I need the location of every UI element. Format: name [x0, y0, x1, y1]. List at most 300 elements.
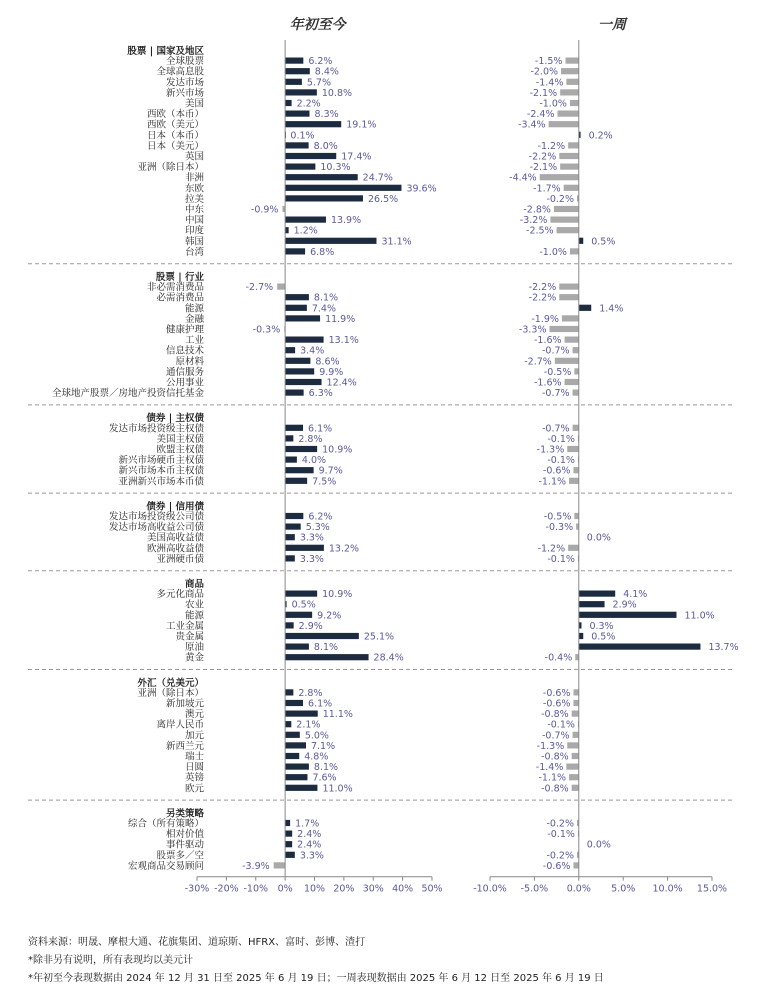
week-value-label: 2.9% — [612, 599, 637, 611]
ytd-value-label: 8.0% — [313, 140, 338, 152]
ytd-value-label: -3.9% — [242, 860, 270, 872]
week-bar — [573, 689, 578, 695]
ytd-bar — [285, 238, 376, 244]
ytd-value-label: 8.1% — [313, 292, 339, 304]
ytd-bar — [285, 435, 293, 441]
ytd-value-label: 3.4% — [300, 345, 325, 357]
ytd-value-label: 7.5% — [312, 476, 337, 488]
week-value-label: -2.1% — [529, 87, 558, 99]
week-value-label: -0.1% — [547, 719, 575, 731]
ytd-value-label: 13.9% — [330, 215, 362, 227]
x-tick-label: 50% — [421, 883, 443, 895]
row-label: 日本（美元） — [146, 140, 204, 152]
ytd-bar — [285, 68, 310, 74]
week-bar — [565, 58, 578, 64]
ytd-bar — [285, 446, 317, 452]
week-value-label: -1.0% — [539, 246, 567, 258]
ytd-bar — [285, 545, 324, 551]
ytd-value-label: 11.1% — [322, 709, 353, 721]
ytd-value-label: 6.1% — [308, 423, 333, 435]
week-value-label: -2.2% — [528, 282, 557, 294]
ytd-value-label: 1.7% — [295, 818, 320, 830]
row-label: 非洲 — [184, 172, 204, 184]
group-title: 股票 | 国家及地区 — [127, 46, 204, 57]
ytd-bar — [285, 305, 307, 311]
row-label: 金融 — [184, 313, 204, 325]
week-bar — [559, 284, 579, 290]
ytd-value-label: 8.3% — [314, 109, 339, 121]
ytd-value-label: 3.3% — [299, 532, 324, 544]
ytd-bar — [285, 227, 289, 233]
ytd-value-label: 2.8% — [298, 433, 323, 445]
group-title: 商品 — [184, 579, 204, 590]
row-label: 加元 — [184, 730, 204, 742]
week-value-label: -1.3% — [536, 444, 565, 456]
row-label: 美国高收益债 — [146, 532, 204, 544]
ytd-value-label: 13.2% — [328, 543, 360, 555]
ytd-bar — [285, 841, 292, 847]
ytd-bar — [285, 164, 315, 170]
week-bar — [579, 305, 591, 311]
week-bar — [575, 654, 579, 660]
row-label: 西欧（本币） — [146, 109, 204, 121]
week-bar — [564, 185, 579, 191]
ytd-value-label: 9.9% — [319, 366, 344, 378]
ytd-bar — [285, 79, 302, 85]
ytd-bar — [274, 862, 285, 868]
ytd-value-label: 7.6% — [312, 772, 337, 784]
week-value-label: -0.1% — [547, 455, 575, 467]
ytd-bar — [285, 774, 307, 780]
ytd-value-label: 4.8% — [304, 751, 329, 763]
week-bar — [568, 142, 579, 148]
row-label: 美国 — [184, 98, 204, 110]
row-label: 发达市场投资级主权债 — [108, 423, 204, 435]
ytd-value-label: 3.3% — [299, 553, 324, 565]
week-value-label: -1.1% — [538, 772, 567, 784]
ytd-value-label: 8.1% — [313, 642, 339, 654]
row-label: 能源 — [184, 610, 204, 622]
week-value-label: 0.0% — [586, 532, 611, 544]
week-bar — [554, 206, 579, 212]
ytd-bar — [285, 721, 291, 727]
week-bar — [562, 315, 579, 321]
ytd-bar — [285, 142, 309, 148]
ytd-value-label: 2.1% — [296, 719, 321, 731]
week-value-label: 1.4% — [599, 303, 624, 315]
week-bar — [569, 478, 579, 484]
ytd-bar — [285, 100, 291, 106]
week-value-label: -1.7% — [533, 183, 561, 195]
week-value-label: -0.3% — [545, 522, 574, 534]
ytd-value-label: 6.2% — [308, 511, 333, 523]
ytd-bar — [285, 195, 363, 201]
ytd-value-label: 11.0% — [322, 783, 353, 795]
week-value-label: -2.4% — [526, 109, 555, 121]
row-label: 原材料 — [175, 356, 204, 368]
week-value-label: -0.4% — [544, 652, 573, 664]
ytd-value-label: 28.4% — [373, 652, 404, 664]
ytd-bar — [285, 852, 295, 858]
ytd-value-label: 25.1% — [363, 631, 395, 643]
week-bar — [560, 164, 579, 170]
x-tick-label: 0.0% — [566, 883, 591, 895]
row-label: 印度 — [184, 225, 204, 237]
ytd-bar — [285, 89, 317, 95]
group-title: 债券 | 信用债 — [146, 501, 204, 513]
ytd-value-label: 24.7% — [362, 172, 393, 184]
row-label: 日本（本币） — [146, 130, 204, 142]
week-bar — [561, 68, 579, 74]
week-value-label: -1.2% — [537, 543, 566, 555]
week-bar — [579, 591, 615, 597]
ytd-value-label: 11.9% — [325, 313, 356, 325]
ytd-bar — [285, 111, 309, 117]
row-label: 通信服务 — [165, 366, 204, 378]
ytd-value-label: 39.6% — [406, 183, 437, 195]
row-label: 瑞士 — [184, 751, 204, 763]
ytd-bar — [285, 785, 317, 791]
row-label: 韩国 — [184, 236, 204, 248]
week-value-label: -0.7% — [542, 730, 570, 742]
week-value-label: -2.2% — [528, 151, 557, 163]
week-value-label: 0.5% — [591, 631, 616, 643]
week-bar — [566, 764, 578, 770]
week-value-label: -0.8% — [541, 751, 569, 763]
ytd-bar — [285, 622, 294, 628]
ytd-bar — [285, 368, 314, 374]
ytd-value-label: 2.4% — [297, 829, 322, 841]
ytd-bar — [285, 217, 326, 223]
week-value-label: 11.0% — [684, 610, 715, 622]
ytd-value-label: 8.1% — [313, 762, 339, 774]
row-label: 台湾 — [184, 246, 204, 258]
week-value-label: -2.8% — [523, 204, 551, 216]
row-label: 欧盟主权债 — [156, 444, 204, 456]
week-value-label: -1.3% — [536, 740, 565, 752]
ytd-value-label: 0.5% — [291, 599, 316, 611]
row-label: 新兴市场本币主权债 — [118, 465, 204, 477]
ytd-value-label: 8.4% — [314, 66, 339, 78]
week-bar — [573, 425, 579, 431]
week-bar — [560, 89, 579, 95]
ytd-value-label: 17.4% — [341, 151, 372, 163]
ytd-value-label: 19.1% — [346, 119, 377, 131]
row-label: 黄金 — [184, 652, 204, 664]
row-label: 新兴市场 — [165, 87, 204, 99]
week-bar — [573, 862, 578, 868]
week-bar — [568, 545, 579, 551]
week-value-label: 0.3% — [589, 620, 614, 632]
footnote-period: *年初至今表现数据由 2024 年 12 月 31 日至 2025 年 6 月 19 日；一周表现数据由 2025 年 6 月 12 日至 2025 年 6 月 19 日 — [28, 973, 604, 984]
week-value-label: -0.6% — [542, 687, 571, 699]
row-label: 发达市场 — [165, 77, 204, 89]
x-tick-label: 0% — [277, 883, 293, 895]
ytd-value-label: 6.2% — [308, 56, 333, 68]
week-value-label: 0.5% — [591, 236, 616, 248]
row-label: 全球高息股 — [156, 66, 204, 78]
ytd-value-label: 2.8% — [298, 687, 323, 699]
row-label: 贵金属 — [175, 631, 204, 643]
row-label: 公用事业 — [165, 377, 204, 389]
panel-title-week: 一周 — [598, 17, 626, 33]
ytd-value-label: 31.1% — [381, 236, 412, 248]
week-value-label: -0.1% — [547, 553, 575, 565]
row-label: 健康护理 — [165, 324, 204, 336]
ytd-bar — [285, 534, 295, 540]
week-bar — [566, 79, 578, 85]
week-bar — [567, 742, 579, 748]
week-bar — [565, 379, 579, 385]
row-label: 亚洲（除日本） — [137, 162, 204, 174]
ytd-bar — [285, 753, 299, 759]
row-label: 宏观商品交易顾问 — [127, 860, 204, 872]
ytd-value-label: 5.3% — [305, 522, 330, 534]
group-title: 另类策略 — [165, 808, 204, 820]
footnote-source: 资料来源：明晟、摩根大通、花旗集团、道琼斯、HFRX、富时、彭博、渣打 — [28, 937, 366, 948]
ytd-bar — [285, 294, 309, 300]
group-title: 债券 | 主权债 — [146, 413, 204, 425]
ytd-bar — [285, 700, 303, 706]
ytd-value-label: 10.9% — [322, 589, 353, 601]
week-bar — [570, 100, 579, 106]
ytd-value-label: 5.0% — [304, 730, 329, 742]
week-value-label: -1.4% — [535, 762, 564, 774]
week-bar — [579, 633, 583, 639]
row-label: 发达市场高收益公司债 — [108, 522, 204, 534]
week-bar — [540, 174, 579, 180]
x-tick-label: 30% — [362, 883, 384, 895]
ytd-bar — [285, 764, 309, 770]
ytd-value-label: 2.4% — [297, 839, 322, 851]
week-value-label: -3.3% — [518, 324, 547, 336]
ytd-bar — [285, 174, 358, 180]
x-tick-label: 10.0% — [652, 883, 683, 895]
row-label: 全球股票 — [165, 56, 204, 68]
week-bar — [573, 347, 579, 353]
ytd-value-label: 7.4% — [311, 303, 337, 315]
ytd-bar — [285, 524, 301, 530]
group-title: 外汇（兑美元） — [137, 677, 204, 689]
week-bar — [572, 785, 579, 791]
week-bar — [573, 700, 578, 706]
week-value-label: -0.7% — [542, 388, 570, 400]
ytd-bar — [285, 58, 303, 64]
row-label: 信息技术 — [165, 345, 204, 357]
row-label: 必需消费品 — [156, 292, 204, 304]
row-label: 亚洲（除日本） — [137, 687, 204, 699]
row-label: 英镑 — [184, 772, 204, 784]
week-value-label: -2.5% — [526, 225, 554, 237]
ytd-bar — [285, 820, 290, 826]
row-label: 新兴市场硬币主权债 — [118, 455, 204, 467]
ytd-bar — [285, 379, 321, 385]
ytd-bar — [277, 284, 285, 290]
row-label: 能源 — [184, 303, 204, 315]
ytd-value-label: 10.8% — [321, 87, 353, 99]
x-tick-label: 10% — [303, 883, 326, 895]
week-value-label: -0.1% — [547, 433, 575, 445]
x-tick-label: 15.0% — [696, 883, 728, 895]
week-value-label: -2.2% — [528, 292, 557, 304]
row-label: 欧元 — [184, 783, 204, 795]
week-value-label: -0.5% — [543, 511, 572, 523]
row-label: 东欧 — [184, 183, 204, 195]
ytd-bar — [285, 513, 303, 519]
week-value-label: 13.7% — [708, 642, 739, 654]
row-label: 西欧（美元） — [146, 119, 204, 131]
week-value-label: -3.2% — [519, 215, 548, 227]
ytd-value-label: 5.7% — [306, 77, 332, 89]
ytd-value-label: -0.3% — [252, 324, 281, 336]
week-value-label: -0.1% — [547, 829, 575, 841]
week-value-label: -1.4% — [535, 77, 564, 89]
week-value-label: -0.8% — [541, 709, 569, 721]
ytd-bar — [285, 732, 300, 738]
ytd-bar — [285, 121, 341, 127]
week-value-label: 4.1% — [623, 589, 648, 601]
x-tick-label: -10% — [243, 883, 269, 895]
row-label: 原油 — [184, 642, 204, 654]
week-value-label: -1.1% — [538, 476, 567, 488]
row-label: 发达市场投资级公司债 — [108, 511, 204, 523]
ytd-bar — [285, 248, 305, 254]
row-label: 中东 — [184, 204, 204, 216]
week-bar — [572, 711, 579, 717]
week-bar — [569, 774, 579, 780]
week-value-label: -0.5% — [543, 366, 572, 378]
ytd-value-label: 7.1% — [310, 740, 336, 752]
week-bar — [570, 248, 579, 254]
week-value-label: -1.6% — [534, 377, 562, 389]
ytd-value-label: 9.7% — [318, 465, 343, 477]
x-tick-label: -20% — [214, 883, 239, 895]
week-value-label: -1.5% — [534, 56, 563, 68]
week-bar — [557, 111, 578, 117]
week-bar — [573, 467, 578, 473]
ytd-value-label: -0.9% — [250, 204, 279, 216]
ytd-value-label: 0.1% — [290, 130, 315, 142]
row-label: 股票多／空 — [156, 850, 204, 862]
ytd-bar — [285, 358, 310, 364]
week-bar — [567, 446, 579, 452]
row-label: 全球地产股票／房地产投资信托基金 — [51, 388, 204, 400]
x-tick-label: 5.0% — [611, 883, 636, 895]
row-label: 新西兰元 — [165, 740, 204, 752]
week-bar — [555, 358, 579, 364]
ytd-bar — [285, 831, 292, 837]
ytd-value-label: 6.8% — [310, 246, 335, 258]
row-label: 综合（所有策略） — [127, 818, 204, 830]
row-label: 工业 — [184, 335, 204, 347]
week-value-label: -2.1% — [529, 162, 558, 174]
week-value-label: -0.2% — [546, 193, 575, 205]
week-value-label: -0.6% — [542, 465, 571, 477]
week-bar — [549, 121, 579, 127]
week-value-label: -0.7% — [542, 345, 570, 357]
week-bar — [579, 612, 677, 618]
row-label: 非必需消费品 — [146, 282, 204, 294]
ytd-bar — [285, 337, 323, 343]
row-label: 拉美 — [184, 193, 204, 205]
ytd-bar — [285, 478, 307, 484]
ytd-value-label: 13.1% — [328, 335, 359, 347]
ytd-value-label: 1.2% — [293, 225, 318, 237]
week-value-label: -1.6% — [534, 335, 562, 347]
row-label: 离岸人民币 — [156, 719, 204, 731]
ytd-value-label: 10.9% — [322, 444, 353, 456]
row-label: 澳元 — [184, 709, 204, 721]
week-bar — [549, 326, 578, 332]
ytd-value-label: 6.1% — [308, 698, 333, 710]
ytd-value-label: 4.0% — [301, 455, 327, 467]
ytd-value-label: -2.7% — [245, 282, 274, 294]
ytd-bar — [285, 153, 336, 159]
week-bar — [559, 294, 579, 300]
row-label: 英国 — [184, 151, 204, 163]
week-value-label: -3.4% — [518, 119, 546, 131]
week-bar — [579, 238, 583, 244]
row-label: 美国主权债 — [156, 433, 204, 445]
week-value-label: -0.2% — [546, 850, 575, 862]
ytd-bar — [285, 185, 401, 191]
week-value-label: -0.6% — [542, 860, 571, 872]
week-value-label: 0.2% — [588, 130, 613, 142]
week-bar — [557, 227, 579, 233]
ytd-bar — [285, 425, 303, 431]
row-label: 多元化商品 — [156, 589, 204, 601]
ytd-bar — [285, 457, 297, 463]
row-label: 亚洲新兴市场本币债 — [118, 476, 204, 488]
panel-title-ytd: 年初至今 — [289, 17, 346, 33]
week-value-label: 0.0% — [586, 839, 611, 851]
group-title: 股票 | 行业 — [155, 272, 204, 283]
x-tick-label: 20% — [333, 883, 355, 895]
ytd-value-label: 8.6% — [315, 356, 340, 368]
week-value-label: -1.2% — [537, 140, 566, 152]
week-value-label: -0.8% — [541, 783, 569, 795]
row-label: 农业 — [184, 599, 204, 611]
row-label: 相对价值 — [165, 829, 204, 841]
ytd-bar — [285, 315, 320, 321]
week-value-label: -0.6% — [542, 698, 571, 710]
week-bar — [573, 390, 579, 396]
ytd-bar — [285, 467, 313, 473]
x-tick-label: 40% — [392, 883, 414, 895]
footnote-currency: *除非另有说明，所有表现均以美元计 — [28, 955, 193, 966]
week-value-label: -0.2% — [546, 818, 575, 830]
ytd-value-label: 6.3% — [308, 388, 333, 400]
week-bar — [572, 753, 579, 759]
x-tick-label: -10.0% — [473, 883, 507, 895]
ytd-value-label: 26.5% — [367, 193, 399, 205]
week-bar — [559, 153, 579, 159]
ytd-bar — [285, 644, 309, 650]
week-value-label: -0.7% — [542, 423, 570, 435]
ytd-bar — [285, 689, 293, 695]
ytd-bar — [285, 633, 359, 639]
ytd-value-label: 12.4% — [326, 377, 357, 389]
ytd-bar — [285, 591, 317, 597]
row-label: 中国 — [184, 215, 204, 227]
week-value-label: -1.9% — [531, 313, 559, 325]
week-bar — [574, 368, 578, 374]
row-label: 日圆 — [184, 762, 204, 774]
row-label: 工业金属 — [165, 620, 204, 632]
ytd-bar — [285, 390, 304, 396]
ytd-bar — [285, 654, 368, 660]
week-value-label: -4.4% — [509, 172, 537, 184]
